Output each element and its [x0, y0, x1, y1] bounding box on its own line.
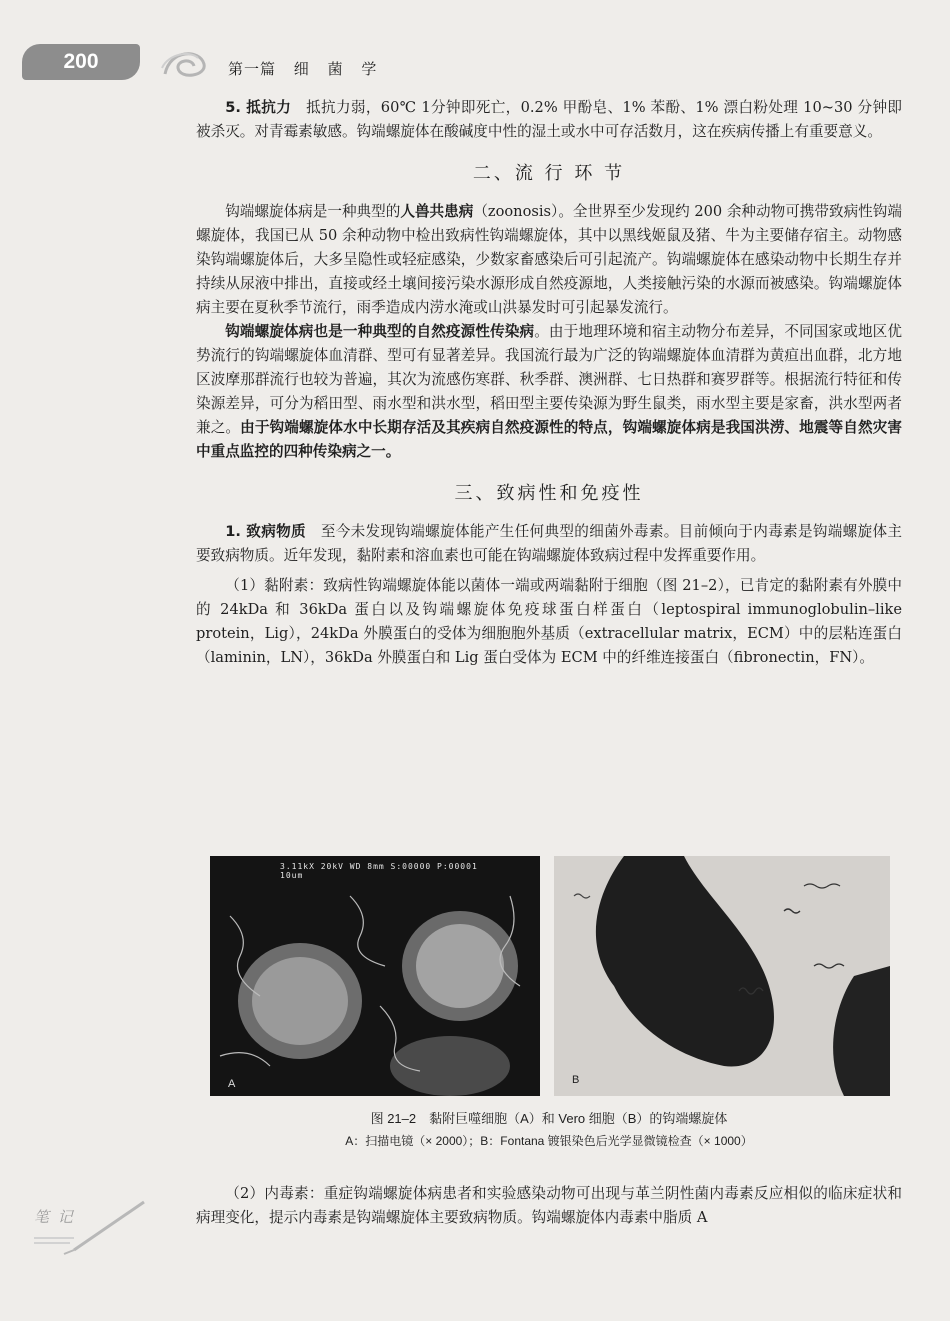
epidemic-heading: 二、流 行 环 节	[472, 163, 626, 184]
pathogenic-substance-paragraph	[196, 520, 902, 568]
subsection-lead: 1. 致病物质	[225, 523, 306, 540]
scale-bar-label: 10um	[280, 871, 304, 880]
decorative-swirl-icon	[160, 44, 210, 84]
main-content	[196, 96, 902, 670]
title-char: 学	[361, 60, 378, 78]
resistance-paragraph	[196, 96, 902, 144]
pathogenicity-heading: 三、致病性和免疫性	[454, 483, 644, 504]
adhesin-paragraph: （1）黏附素：致病性钩端螺旋体能以菌体一端或两端黏附于细胞（图 21–2），已肯定的黏附素有外膜中的 24kDa 和 36kDa 蛋白以及钩端螺旋体免疫球蛋白样蛋白（leptospiral immunoglobulin–like protein，Lig），24kDa 外膜蛋白的受体为细胞胞外基质（extracellular matrix，ECM）中的层粘连蛋白（laminin，LN），36kDa 外膜蛋白和 Lig 蛋白受体为 ECM 中的纤维连接蛋白（fibronectin，FN）。	[196, 577, 902, 666]
notes-margin	[34, 1198, 154, 1258]
bold-term: 人兽共患病	[400, 203, 474, 220]
running-header	[228, 58, 389, 79]
bold-statement: 由于钩端螺旋体水中长期存活及其疾病自然疫源性的特点，钩端螺旋体病是我国洪涝、地震等自然灾害中重点监控的四种传染病之一。	[196, 419, 902, 460]
caption-subtitle: A：扫描电镜（× 2000）；B：Fontana 镀银染色后光学显微镜检查（× 1000）	[345, 1134, 753, 1148]
epidemic-paragraph-2	[196, 320, 902, 464]
endotoxin-paragraph: （2）内毒素：重症钩端螺旋体病患者和实验感染动物可出现与革兰阴性菌内毒素反应相似的临床症状和病理变化，提示内毒素是钩端螺旋体主要致病物质。钩端螺旋体内毒素中脂质 A	[196, 1185, 902, 1226]
light-image	[554, 856, 890, 1096]
title-char: 细	[293, 60, 310, 78]
epidemic-paragraph-1	[196, 200, 902, 320]
text-span: 钩端螺旋体病是一种典型的	[225, 203, 401, 220]
sem-micrograph	[210, 856, 540, 1096]
page-number: 200	[22, 44, 140, 80]
bold-term: 钩端螺旋体病也是一种典型的自然疫源性传染病	[225, 323, 535, 340]
sem-image	[210, 856, 540, 1096]
endotoxin-section	[196, 1182, 902, 1230]
figure-caption	[196, 1108, 902, 1152]
panel-label-b: B	[572, 1074, 580, 1086]
resistance-lead: 5. 抵抗力	[225, 99, 292, 116]
caption-title: 图 21–2 黏附巨噬细胞（A）和 Vero 细胞（B）的钩端螺旋体	[370, 1111, 728, 1126]
text-span: 至今未发现钩端螺旋体能产生任何典型的细菌外毒素。目前倾向于内毒素是钩端螺旋体主要致病物质。近年发现，黏附素和溶血素也可能在钩端螺旋体致病过程中发挥重要作用。	[196, 523, 903, 564]
sem-info-bar	[280, 862, 478, 880]
figure-21-2	[210, 856, 890, 1096]
light-micrograph	[554, 856, 890, 1096]
text-span: （zoonosis）。全世界至少发现约 200 余种动物可携带致病性钩端螺旋体，我国已从 50 余种动物中检出致病性钩端螺旋体，其中以黑线姬鼠及猪、牛为主要储存宿主。动物感染钩端螺旋体后，大多呈隐性或轻症感染，少数家畜感染后可引起流产。钩端螺旋体在感染动物中长期生存并持续从尿液中排出，直接或经土壤间接污染水源形成自然疫源地，人类接触污染的水源而被感染。钩端螺旋体病主要在夏秋季节流行，雨季造成内涝水淹或山洪暴发时可引起暴发流行。	[196, 203, 902, 316]
resistance-text: 抵抗力弱，60℃ 1分钟即死亡，0.2% 甲酚皂、1% 苯酚、1% 漂白粉处理 10~30 分钟即被杀灭。对青霉素敏感。钩端螺旋体在酸碱度中性的湿土或水中可存活数月，这在疾病传播上有重要意义。	[196, 99, 903, 140]
title-char: 菌	[327, 60, 344, 78]
part-label: 第一篇	[228, 60, 277, 78]
panel-label-a: A	[228, 1078, 236, 1090]
notes-label: 笔 记	[34, 1208, 75, 1226]
sem-parameters: 3.11kX 20kV WD 8mm S:00000 P:00001	[280, 862, 478, 871]
pen-icon	[34, 1198, 154, 1258]
text-span: 。由于地理环境和宿主动物分布差异，不同国家或地区优势流行的钩端螺旋体血清群、型可有显著差异。我国流行最为广泛的钩端螺旋体血清群为黄疸出血群，北方地区波摩那群流行也较为普遍，其次为流感伤寒群、秋季群、澳洲群、七日热群和赛罗群等。根据流行特征和传染源差异，可分为稻田型、雨水型和洪水型，稻田型主要传染源为野生鼠类，雨水型主要是家畜，洪水型两者兼之。	[196, 323, 902, 436]
